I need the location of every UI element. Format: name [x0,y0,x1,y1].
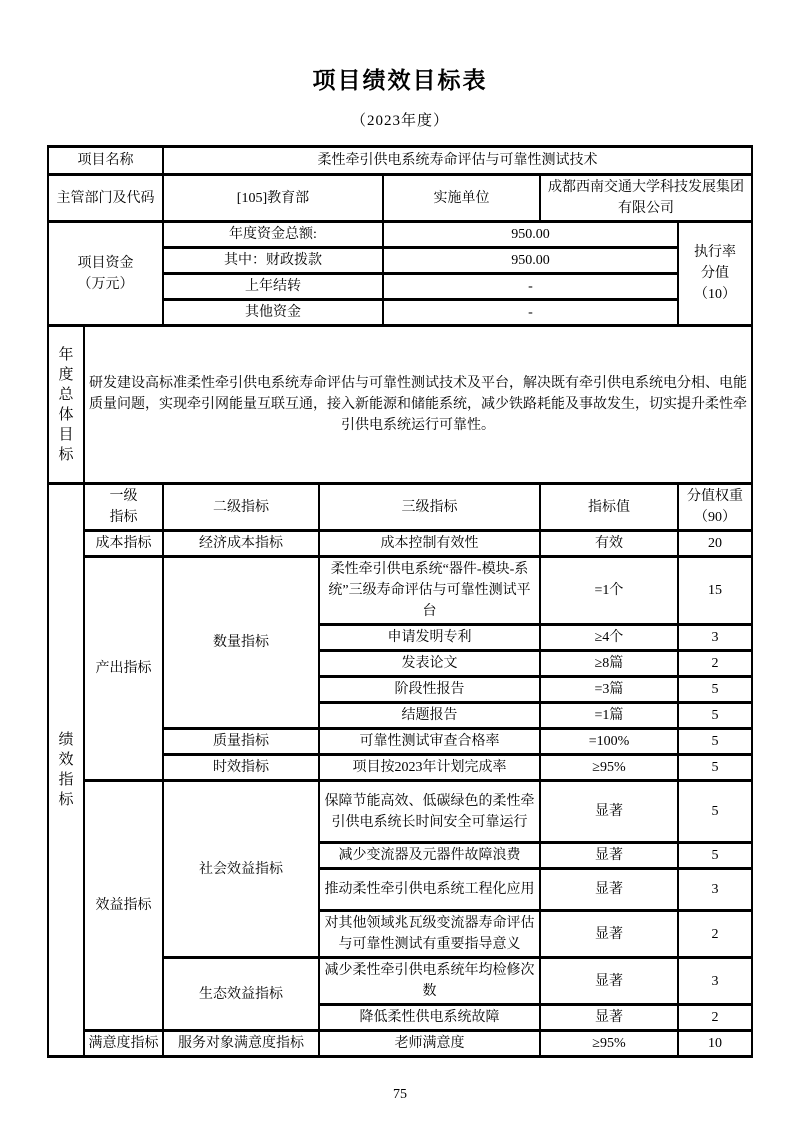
project-name-label: 项目名称 [48,147,163,175]
weight-cell: 5 [678,729,752,755]
level3-cell: 老师满意度 [319,1031,540,1057]
value-cell: 显著 [540,1005,678,1031]
funding-total-label: 年度资金总额: [163,222,383,248]
level2-cell: 经济成本指标 [163,531,319,557]
level3-cell: 申请发明专利 [319,625,540,651]
execution-score-line2: 分值 [701,266,729,281]
level3-cell: 结题报告 [319,703,540,729]
funding-total-value: 950.00 [383,222,678,248]
funding-fiscal-label: 其中：财政拨款 [163,248,383,274]
value-cell: =100% [540,729,678,755]
level1-cell: 满意度指标 [84,1031,163,1057]
level3-cell: 柔性牵引供电系统“器件-模块-系统”三级寿命评估与可靠性测试平台 [319,557,540,625]
funding-label-line2: （万元） [77,276,134,292]
weight-cell: 2 [678,911,752,958]
level2-cell: 时效指标 [163,755,319,781]
header-level3: 三级指标 [319,484,540,531]
implementer-label: 实施单位 [383,175,540,222]
level3-cell: 可靠性测试审查合格率 [319,729,540,755]
indicator-row [48,781,752,843]
header-level1-line2: 指标 [109,510,138,525]
funding-carryover-value: - [383,274,678,300]
funding-other-label: 其他资金 [163,300,383,326]
value-cell: 显著 [540,958,678,1005]
page-number: 75 [393,1087,407,1102]
value-cell: =1篇 [540,703,678,729]
value-cell: 有效 [540,531,678,557]
performance-target-table [47,145,753,1058]
indicators-section-label [48,484,84,1057]
indicator-row [48,557,752,625]
level1-cell: 效益指标 [84,781,163,1031]
funding-label-line1: 项目资金 [77,255,134,271]
level1-cell: 成本指标 [84,531,163,557]
implementer-value: 成都西南交通大学科技发展集团有限公司 [540,175,752,222]
project-name-value: 柔性牵引供电系统寿命评估与可靠性测试技术 [163,147,752,175]
level2-cell: 数量指标 [163,557,319,729]
weight-cell: 3 [678,869,752,911]
indicator-row [48,1031,752,1057]
value-cell: ≥8篇 [540,651,678,677]
weight-cell: 5 [678,677,752,703]
department-value: [105]教育部 [163,175,383,222]
execution-score-line3: （10） [694,287,736,302]
level3-cell: 阶段性报告 [319,677,540,703]
header-value: 指标值 [540,484,678,531]
weight-cell: 5 [678,703,752,729]
value-cell: =1个 [540,557,678,625]
value-cell: 显著 [540,781,678,843]
header-level1 [84,484,163,531]
funding-other-value: - [383,300,678,326]
level3-cell: 减少变流器及元器件故障浪费 [319,843,540,869]
level2-cell: 服务对象满意度指标 [163,1031,319,1057]
header-weight-line2: （90） [694,510,736,525]
level3-cell: 保障节能高效、低碳绿色的柔性牵引供电系统长时间安全可靠运行 [319,781,540,843]
header-weight-line1: 分值权重 [687,489,743,504]
indicators-section-label-text: 绩效指标 [58,732,74,808]
weight-cell: 5 [678,781,752,843]
annual-goal-label-text: 年度总体目标 [58,346,74,463]
header-level2: 二级指标 [163,484,319,531]
level3-cell: 推动柔性牵引供电系统工程化应用 [319,869,540,911]
weight-cell: 3 [678,625,752,651]
page-title: 项目绩效目标表 [312,68,488,93]
weight-cell: 5 [678,755,752,781]
level2-cell: 生态效益指标 [163,958,319,1031]
level3-cell: 项目按2023年计划完成率 [319,755,540,781]
value-cell: 显著 [540,911,678,958]
value-cell: ≥95% [540,755,678,781]
department-label: 主管部门及代码 [48,175,163,222]
level1-cell: 产出指标 [84,557,163,781]
value-cell: =3篇 [540,677,678,703]
annual-goal-label [48,326,84,484]
page-subtitle: （2023年度） [350,113,449,129]
weight-cell: 15 [678,557,752,625]
weight-cell: 2 [678,651,752,677]
header-weight [678,484,752,531]
funding-fiscal-value: 950.00 [383,248,678,274]
indicator-row [48,531,752,557]
value-cell: ≥4个 [540,625,678,651]
weight-cell: 20 [678,531,752,557]
level3-cell: 成本控制有效性 [319,531,540,557]
execution-rate-score [678,222,752,326]
weight-cell: 10 [678,1031,752,1057]
weight-cell: 3 [678,958,752,1005]
level2-cell: 质量指标 [163,729,319,755]
header-level1-line1: 一级 [109,489,138,504]
value-cell: ≥95% [540,1031,678,1057]
level3-cell: 减少柔性牵引供电系统年均检修次数 [319,958,540,1005]
value-cell: 显著 [540,869,678,911]
value-cell: 显著 [540,843,678,869]
level2-cell: 社会效益指标 [163,781,319,958]
level3-cell: 降低柔性供电系统故障 [319,1005,540,1031]
execution-score-line1: 执行率 [694,245,736,260]
funding-carryover-label: 上年结转 [163,274,383,300]
level3-cell: 发表论文 [319,651,540,677]
weight-cell: 5 [678,843,752,869]
funding-section-label [48,222,163,326]
level3-cell: 对其他领域兆瓦级变流器寿命评估与可靠性测试有重要指导意义 [319,911,540,958]
annual-goal-text: 研发建设高标准柔性牵引供电系统寿命评估与可靠性测试技术及平台，解决既有牵引供电系统电分相、电能质量问题，实现牵引网能量互联互通，接入新能源和储能系统，减少铁路耗能及事故发生，切实提升柔性牵引供电系统运行可靠性。 [84,326,752,484]
weight-cell: 2 [678,1005,752,1031]
